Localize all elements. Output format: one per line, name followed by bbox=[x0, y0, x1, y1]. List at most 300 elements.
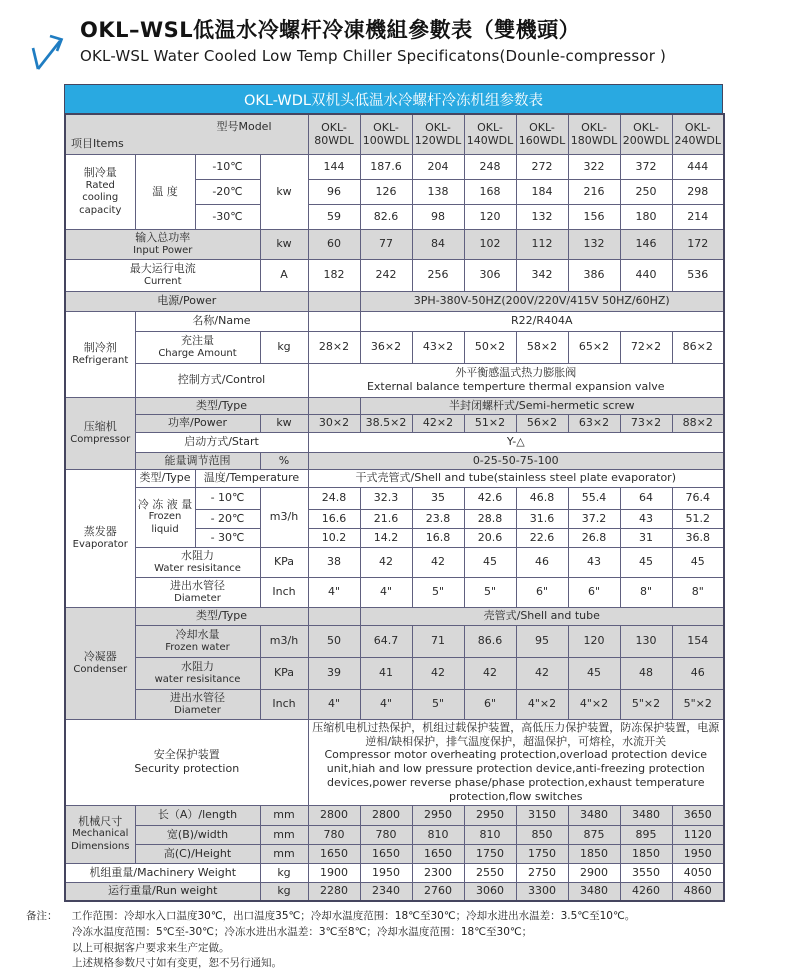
run-weight-label: 运行重量/Run weight bbox=[65, 882, 260, 901]
dimension-length-unit: mm bbox=[260, 805, 308, 825]
row-machinery-weight bbox=[65, 863, 724, 882]
condenser-diameter-label bbox=[135, 689, 260, 719]
condenser-wr-label bbox=[135, 657, 260, 689]
control-value-cn: 外平衡感温式热力膨胀阀 bbox=[455, 366, 577, 380]
spec-value-cell: 42 bbox=[412, 657, 464, 689]
spec-value-cell: 58×2 bbox=[516, 331, 568, 363]
spec-value-cell: 3480 bbox=[620, 805, 672, 825]
group-refrigerant-en: Refrigerant bbox=[72, 354, 129, 366]
spec-value-cell: 372 bbox=[620, 154, 672, 179]
spec-value-cell: 6" bbox=[464, 689, 516, 719]
start-mode-label: 启动方式/Start bbox=[135, 432, 308, 452]
condenser-diameter-label-cn: 进出水管径 bbox=[170, 690, 225, 704]
dimension-width-label: 宽(B)/width bbox=[135, 825, 260, 844]
row-condenser-water bbox=[65, 625, 724, 657]
run-weight-unit: kg bbox=[260, 882, 308, 901]
spec-value-cell: 250 bbox=[620, 179, 672, 204]
spec-value-cell: 50×2 bbox=[464, 331, 516, 363]
spec-value-cell: 386 bbox=[568, 259, 620, 291]
spec-value-cell: 38.5×2 bbox=[360, 414, 412, 432]
spec-value-cell: 5" bbox=[412, 689, 464, 719]
control-value-en: External balance temperture thermal expansion valve bbox=[366, 380, 665, 393]
charge-label bbox=[135, 331, 260, 363]
spec-table bbox=[64, 113, 725, 902]
machinery-weight-label: 机组重量/Machinery Weight bbox=[65, 863, 260, 882]
note-line-3: 以上可根据客户要求来生产定做。 bbox=[72, 941, 230, 954]
row-condenser-diameter bbox=[65, 689, 724, 719]
group-refrigerant bbox=[65, 311, 135, 397]
row-capacity-range bbox=[65, 452, 724, 469]
spec-value-cell: 130 bbox=[620, 625, 672, 657]
spec-value-cell: 6" bbox=[516, 577, 568, 607]
power-supply-gap-cell bbox=[308, 291, 360, 311]
spec-value-cell: 810 bbox=[412, 825, 464, 844]
spec-value-cell: 214 bbox=[672, 204, 724, 229]
spec-value-cell: 23.8 bbox=[412, 509, 464, 528]
temp-minus20-label: -20℃ bbox=[195, 179, 260, 204]
condenser-wr-label-cn: 水阻力 bbox=[181, 659, 214, 673]
spec-value-cell: 36×2 bbox=[360, 331, 412, 363]
security-label bbox=[65, 719, 308, 805]
input-power-unit: kw bbox=[260, 229, 308, 259]
spec-value-cell: 46 bbox=[672, 657, 724, 689]
charge-unit: kg bbox=[260, 331, 308, 363]
group-evaporator bbox=[65, 469, 135, 607]
spec-value-cell: 43×2 bbox=[412, 331, 464, 363]
temp-minus30-label: -30℃ bbox=[195, 204, 260, 229]
note-text-1: 工作范围：冷却水入口温度30℃，出口温度35℃；冷却水温度范围：18℃至30℃；冷却水进出水温差：3.5℃至10℃。 bbox=[71, 910, 636, 922]
table-header-row bbox=[65, 114, 724, 154]
spec-value-cell: 1850 bbox=[620, 844, 672, 863]
spec-value-cell: 2280 bbox=[308, 882, 360, 901]
spec-value-cell: 45 bbox=[672, 547, 724, 577]
diagonal-header-cell bbox=[65, 114, 308, 154]
frozen-liquid-label bbox=[135, 487, 195, 547]
row-dimension-length bbox=[65, 805, 724, 825]
evaporator-type-label: 类型/Type bbox=[135, 469, 195, 487]
spec-value-cell: 2950 bbox=[464, 805, 516, 825]
spec-value-cell: 50 bbox=[308, 625, 360, 657]
spec-value-cell: 95 bbox=[516, 625, 568, 657]
condenser-wr-label-en: water resisitance bbox=[154, 673, 241, 685]
security-label-en: Security protection bbox=[134, 762, 240, 775]
spec-value-cell: 440 bbox=[620, 259, 672, 291]
spec-value-cell: 42×2 bbox=[412, 414, 464, 432]
spec-value-cell: 38 bbox=[308, 547, 360, 577]
spec-value-cell: 3150 bbox=[516, 805, 568, 825]
temp-minus10-label: -10℃ bbox=[195, 154, 260, 179]
spec-value-cell: 1950 bbox=[360, 863, 412, 882]
refrigerant-name-value: R22/R404A bbox=[360, 311, 724, 331]
group-dimensions bbox=[65, 805, 135, 863]
spec-value-cell: 144 bbox=[308, 154, 360, 179]
condenser-water-label-en: Frozen water bbox=[165, 641, 230, 653]
input-power-label-cn: 输入总功率 bbox=[135, 230, 191, 244]
spec-value-cell: 1650 bbox=[308, 844, 360, 863]
current-unit: A bbox=[260, 259, 308, 291]
capacity-range-label: 能量调节范围 bbox=[135, 452, 260, 469]
spec-value-cell: 132 bbox=[516, 204, 568, 229]
evaporator-wr-label bbox=[135, 547, 260, 577]
capacity-range-value: 0-25-50-75-100 bbox=[308, 452, 724, 469]
spec-value-cell: 6" bbox=[568, 577, 620, 607]
spec-value-cell: 2900 bbox=[568, 863, 620, 882]
evaporator-diameter-label-en: Diameter bbox=[174, 592, 221, 604]
arrow-logo-icon bbox=[26, 28, 68, 72]
spec-value-cell: 5"×2 bbox=[672, 689, 724, 719]
evaporator-diameter-unit: Inch bbox=[260, 577, 308, 607]
spec-value-cell: 20.6 bbox=[464, 528, 516, 547]
charge-label-cn: 充注量 bbox=[181, 333, 214, 347]
spec-value-cell: 42 bbox=[516, 657, 568, 689]
items-label: 项目Items bbox=[71, 136, 124, 150]
spec-value-cell: 184 bbox=[516, 179, 568, 204]
title-text-group bbox=[80, 14, 666, 65]
group-dimensions-en: Mechanical Dimensions bbox=[71, 828, 130, 852]
model-header-cell: OKL-240WDL bbox=[672, 114, 724, 154]
spec-value-cell: 4"×2 bbox=[516, 689, 568, 719]
spec-value-cell: 22.6 bbox=[516, 528, 568, 547]
power-supply-label: 电源/Power bbox=[65, 291, 308, 311]
row-condenser-type bbox=[65, 607, 724, 625]
spec-value-cell: 71 bbox=[412, 625, 464, 657]
spec-value-cell: 73×2 bbox=[620, 414, 672, 432]
condenser-diameter-label-en: Diameter bbox=[174, 704, 221, 716]
spec-value-cell: 182 bbox=[308, 259, 360, 291]
spec-value-cell: 56×2 bbox=[516, 414, 568, 432]
spec-value-cell: 172 bbox=[672, 229, 724, 259]
frozen-liquid-label-en: Frozen liquid bbox=[148, 511, 182, 535]
spec-value-cell: 180 bbox=[620, 204, 672, 229]
spec-value-cell: 2750 bbox=[516, 863, 568, 882]
condenser-water-label bbox=[135, 625, 260, 657]
condenser-type-label: 类型/Type bbox=[135, 607, 308, 625]
spec-value-cell: 21.6 bbox=[360, 509, 412, 528]
group-evaporator-en: Evaporator bbox=[72, 538, 128, 550]
evaporator-wr-label-cn: 水阻力 bbox=[181, 548, 214, 562]
evaporator-wr-unit: KPa bbox=[260, 547, 308, 577]
spec-value-cell: 2760 bbox=[412, 882, 464, 901]
spec-value-cell: 37.2 bbox=[568, 509, 620, 528]
spec-value-cell: 2800 bbox=[308, 805, 360, 825]
spec-value-cell: 2300 bbox=[412, 863, 464, 882]
spec-value-cell: 39 bbox=[308, 657, 360, 689]
note-line-2: 冷冻水温度范围：5℃至-30℃；冷冻水进出水温差：3℃至8℃；冷却水温度范围：18℃至30℃； bbox=[72, 925, 533, 938]
spec-value-cell: 26.8 bbox=[568, 528, 620, 547]
group-condenser-cn: 冷凝器 bbox=[83, 649, 117, 663]
group-condenser bbox=[65, 607, 135, 719]
condenser-wr-unit: KPa bbox=[260, 657, 308, 689]
footer-notes bbox=[26, 909, 738, 972]
frozen-temp-minus10-label: - 10℃ bbox=[195, 487, 260, 509]
model-header-cell: OKL-140WDL bbox=[464, 114, 516, 154]
spec-value-cell: 72×2 bbox=[620, 331, 672, 363]
spec-value-cell: 216 bbox=[568, 179, 620, 204]
security-label-cn: 安全保护装置 bbox=[153, 748, 220, 762]
spec-value-cell: 43 bbox=[568, 547, 620, 577]
spec-value-cell: 850 bbox=[516, 825, 568, 844]
spec-value-cell: 2950 bbox=[412, 805, 464, 825]
control-value bbox=[308, 363, 724, 397]
spec-value-cell: 64.7 bbox=[360, 625, 412, 657]
spec-value-cell: 112 bbox=[516, 229, 568, 259]
spec-value-cell: 168 bbox=[464, 179, 516, 204]
power-supply-value: 3PH-380V-50HZ(200V/220V/415V 50HZ/60HZ) bbox=[360, 291, 724, 311]
spec-value-cell: 82.6 bbox=[360, 204, 412, 229]
spec-value-cell: 42 bbox=[360, 547, 412, 577]
spec-value-cell: 64 bbox=[620, 487, 672, 509]
spec-value-cell: 322 bbox=[568, 154, 620, 179]
row-security-protection bbox=[65, 719, 724, 805]
spec-value-cell: 28.8 bbox=[464, 509, 516, 528]
row-dimension-height bbox=[65, 844, 724, 863]
group-cooling bbox=[65, 154, 135, 229]
spec-value-cell: 3480 bbox=[568, 805, 620, 825]
compressor-power-label: 功率/Power bbox=[135, 414, 260, 432]
spec-value-cell: 120 bbox=[568, 625, 620, 657]
model-header-cell: OKL-160WDL bbox=[516, 114, 568, 154]
spec-value-cell: 132 bbox=[568, 229, 620, 259]
spec-value-cell: 4" bbox=[308, 577, 360, 607]
spec-value-cell: 3480 bbox=[568, 882, 620, 901]
model-header-cell: OKL-180WDL bbox=[568, 114, 620, 154]
spec-value-cell: 45 bbox=[464, 547, 516, 577]
spec-value-cell: 51×2 bbox=[464, 414, 516, 432]
spec-value-cell: 4050 bbox=[672, 863, 724, 882]
spec-value-cell: 42.6 bbox=[464, 487, 516, 509]
security-text-cn: 压缩机电机过热保护，机组过载保护装置，高低压力保护装置，防冻保护装置，电源逆相/缺相保护，排气温度保护，超温保护，可熔栓，水流开关 bbox=[312, 720, 720, 748]
spec-value-cell: 3300 bbox=[516, 882, 568, 901]
spec-value-cell: 31 bbox=[620, 528, 672, 547]
current-label-cn: 最大运行电流 bbox=[129, 261, 196, 275]
spec-value-cell: 8" bbox=[672, 577, 724, 607]
row-current bbox=[65, 259, 724, 291]
spec-value-cell: 4"×2 bbox=[568, 689, 620, 719]
spec-value-cell: 35 bbox=[412, 487, 464, 509]
spec-value-cell: 5" bbox=[412, 577, 464, 607]
spec-value-cell: 41 bbox=[360, 657, 412, 689]
spec-value-cell: 120 bbox=[464, 204, 516, 229]
row-cooling-minus10 bbox=[65, 154, 724, 179]
row-control bbox=[65, 363, 724, 397]
note-line-4: 上述规格参数尺寸如有变更，恕不另行通知。 bbox=[72, 957, 282, 970]
group-compressor bbox=[65, 397, 135, 469]
model-label: 型号Model bbox=[216, 120, 272, 133]
group-refrigerant-cn: 制冷剂 bbox=[83, 340, 117, 354]
note-line-1 bbox=[26, 909, 738, 925]
spec-value-cell: 780 bbox=[308, 825, 360, 844]
spec-value-cell: 1750 bbox=[516, 844, 568, 863]
spec-value-cell: 84 bbox=[412, 229, 464, 259]
dimension-height-unit: mm bbox=[260, 844, 308, 863]
spec-value-cell: 4" bbox=[360, 689, 412, 719]
spec-value-cell: 1650 bbox=[412, 844, 464, 863]
spec-value-cell: 45 bbox=[620, 547, 672, 577]
condenser-water-label-cn: 冷却水量 bbox=[175, 627, 220, 641]
row-input-power bbox=[65, 229, 724, 259]
spec-value-cell: 2340 bbox=[360, 882, 412, 901]
spec-value-cell: 63×2 bbox=[568, 414, 620, 432]
spec-value-cell: 16.6 bbox=[308, 509, 360, 528]
spec-value-cell: 46.8 bbox=[516, 487, 568, 509]
compressor-power-unit: kw bbox=[260, 414, 308, 432]
spec-value-cell: 96 bbox=[308, 179, 360, 204]
spec-value-cell: 60 bbox=[308, 229, 360, 259]
evaporator-diameter-label-cn: 进出水管径 bbox=[170, 578, 225, 592]
row-condenser-water-resistance bbox=[65, 657, 724, 689]
dimension-height-label: 高(C)/Height bbox=[135, 844, 260, 863]
spec-value-cell: 5"×2 bbox=[620, 689, 672, 719]
row-start-mode bbox=[65, 432, 724, 452]
row-dimension-width bbox=[65, 825, 724, 844]
title-block bbox=[26, 14, 790, 72]
current-label bbox=[65, 259, 260, 291]
spec-value-cell: 8" bbox=[620, 577, 672, 607]
spec-value-cell: 895 bbox=[620, 825, 672, 844]
spec-value-cell: 77 bbox=[360, 229, 412, 259]
group-evaporator-cn: 蒸发器 bbox=[83, 524, 117, 538]
spec-value-cell: 102 bbox=[464, 229, 516, 259]
spec-value-cell: 10.2 bbox=[308, 528, 360, 547]
condenser-type-value: 壳管式/Shell and tube bbox=[360, 607, 724, 625]
evaporator-diameter-label bbox=[135, 577, 260, 607]
spec-value-cell: 1650 bbox=[360, 844, 412, 863]
spec-value-cell: 146 bbox=[620, 229, 672, 259]
group-cooling-cn: 制冷量 bbox=[83, 165, 117, 179]
spec-value-cell: 306 bbox=[464, 259, 516, 291]
spec-value-cell: 1750 bbox=[464, 844, 516, 863]
spec-value-cell: 4" bbox=[308, 689, 360, 719]
group-dimensions-cn: 机械尺寸 bbox=[78, 814, 123, 828]
row-compressor-type bbox=[65, 397, 724, 414]
spec-value-cell: 86.6 bbox=[464, 625, 516, 657]
frozen-temp-minus20-label: - 20℃ bbox=[195, 509, 260, 528]
spec-value-cell: 536 bbox=[672, 259, 724, 291]
page-title-en: OKL-WSL Water Cooled Low Temp Chiller Specificatons(Dounle-compressor ) bbox=[80, 47, 667, 65]
spec-value-cell: 48 bbox=[620, 657, 672, 689]
spec-value-cell: 88×2 bbox=[672, 414, 724, 432]
spec-value-cell: 138 bbox=[412, 179, 464, 204]
control-label: 控制方式/Control bbox=[135, 363, 308, 397]
spec-value-cell: 5" bbox=[464, 577, 516, 607]
spec-value-cell: 28×2 bbox=[308, 331, 360, 363]
spec-value-cell: 55.4 bbox=[568, 487, 620, 509]
refrigerant-name-gap-cell bbox=[308, 311, 360, 331]
spec-value-cell: 4" bbox=[360, 577, 412, 607]
cooling-unit: kw bbox=[260, 154, 308, 229]
input-power-label bbox=[65, 229, 260, 259]
spec-value-cell: 4860 bbox=[672, 882, 724, 901]
frozen-liquid-unit: m3/h bbox=[260, 487, 308, 547]
spec-value-cell: 1900 bbox=[308, 863, 360, 882]
spec-value-cell: 4260 bbox=[620, 882, 672, 901]
spec-value-cell: 154 bbox=[672, 625, 724, 657]
charge-label-en: Charge Amount bbox=[158, 347, 237, 359]
frozen-temp-minus30-label: - 30℃ bbox=[195, 528, 260, 547]
spec-value-cell: 43 bbox=[620, 509, 672, 528]
condenser-type-gap-cell bbox=[308, 607, 360, 625]
spec-value-cell: 3060 bbox=[464, 882, 516, 901]
spec-value-cell: 1850 bbox=[568, 844, 620, 863]
temperature-label: 温 度 bbox=[135, 154, 195, 229]
evaporator-temp-col-label: 温度/Temperature bbox=[195, 469, 308, 487]
spec-value-cell: 298 bbox=[672, 179, 724, 204]
group-compressor-en: Compressor bbox=[70, 433, 131, 445]
spec-value-cell: 24.8 bbox=[308, 487, 360, 509]
spec-value-cell: 342 bbox=[516, 259, 568, 291]
condenser-diameter-unit: Inch bbox=[260, 689, 308, 719]
group-condenser-en: Condenser bbox=[73, 663, 128, 675]
compressor-type-gap-cell bbox=[308, 397, 360, 414]
spec-value-cell: 875 bbox=[568, 825, 620, 844]
spec-value-cell: 46 bbox=[516, 547, 568, 577]
spec-value-cell: 98 bbox=[412, 204, 464, 229]
spec-value-cell: 16.8 bbox=[412, 528, 464, 547]
spec-value-cell: 31.6 bbox=[516, 509, 568, 528]
spec-value-cell: 2550 bbox=[464, 863, 516, 882]
table-banner: OKL-WDL双机头低温水冷螺杆冷冻机组参数表 bbox=[64, 84, 723, 113]
spec-value-cell: 30×2 bbox=[308, 414, 360, 432]
security-text bbox=[308, 719, 724, 805]
row-power-supply bbox=[65, 291, 724, 311]
spec-value-cell: 1120 bbox=[672, 825, 724, 844]
spec-value-cell: 126 bbox=[360, 179, 412, 204]
compressor-type-label: 类型/Type bbox=[135, 397, 308, 414]
spec-value-cell: 51.2 bbox=[672, 509, 724, 528]
condenser-water-unit: m3/h bbox=[260, 625, 308, 657]
security-text-en: Compressor motor overheating protection,overload protection device unit,hiah and low pressure protection device,anti-freezing protection devices,power reverse phase/phase protection,exhaust temperature protection,flow switches bbox=[324, 748, 708, 803]
spec-value-cell: 256 bbox=[412, 259, 464, 291]
spec-value-cell: 36.8 bbox=[672, 528, 724, 547]
spec-value-cell: 76.4 bbox=[672, 487, 724, 509]
evaporator-wr-label-en: Water resisitance bbox=[154, 562, 241, 574]
spec-value-cell: 65×2 bbox=[568, 331, 620, 363]
spec-value-cell: 187.6 bbox=[360, 154, 412, 179]
row-refrigerant-name bbox=[65, 311, 724, 331]
refrigerant-name-label: 名称/Name bbox=[135, 311, 308, 331]
row-evaporator-water-resistance bbox=[65, 547, 724, 577]
spec-value-cell: 45 bbox=[568, 657, 620, 689]
model-header-cell: OKL-80WDL bbox=[308, 114, 360, 154]
frozen-liquid-label-cn: 冷 冻 液 量 bbox=[137, 497, 193, 511]
spec-value-cell: 32.3 bbox=[360, 487, 412, 509]
dimension-width-unit: mm bbox=[260, 825, 308, 844]
row-charge-amount bbox=[65, 331, 724, 363]
capacity-range-unit: % bbox=[260, 452, 308, 469]
dimension-length-label: 长（A）/length bbox=[135, 805, 260, 825]
spec-value-cell: 780 bbox=[360, 825, 412, 844]
spec-value-cell: 272 bbox=[516, 154, 568, 179]
spec-value-cell: 248 bbox=[464, 154, 516, 179]
compressor-type-value: 半封闭螺杆式/Semi-hermetic screw bbox=[360, 397, 724, 414]
page-title-cn: OKL–WSL低温水冷螺杆冷凍機組參數表（雙機頭） bbox=[80, 18, 581, 42]
evaporator-type-value: 干式壳管式/Shell and tube(stainless steel plate evaporator) bbox=[308, 469, 724, 487]
spec-value-cell: 2800 bbox=[360, 805, 412, 825]
note-prefix: 备注： bbox=[26, 910, 58, 922]
row-compressor-power bbox=[65, 414, 724, 432]
spec-value-cell: 3550 bbox=[620, 863, 672, 882]
row-run-weight bbox=[65, 882, 724, 901]
input-power-label-en: Input Power bbox=[133, 244, 193, 256]
row-evaporator-diameter bbox=[65, 577, 724, 607]
row-evaporator-type bbox=[65, 469, 724, 487]
model-header-cell: OKL-120WDL bbox=[412, 114, 464, 154]
spec-value-cell: 14.2 bbox=[360, 528, 412, 547]
spec-value-cell: 444 bbox=[672, 154, 724, 179]
current-label-en: Current bbox=[143, 275, 182, 287]
spec-value-cell: 156 bbox=[568, 204, 620, 229]
spec-value-cell: 42 bbox=[412, 547, 464, 577]
